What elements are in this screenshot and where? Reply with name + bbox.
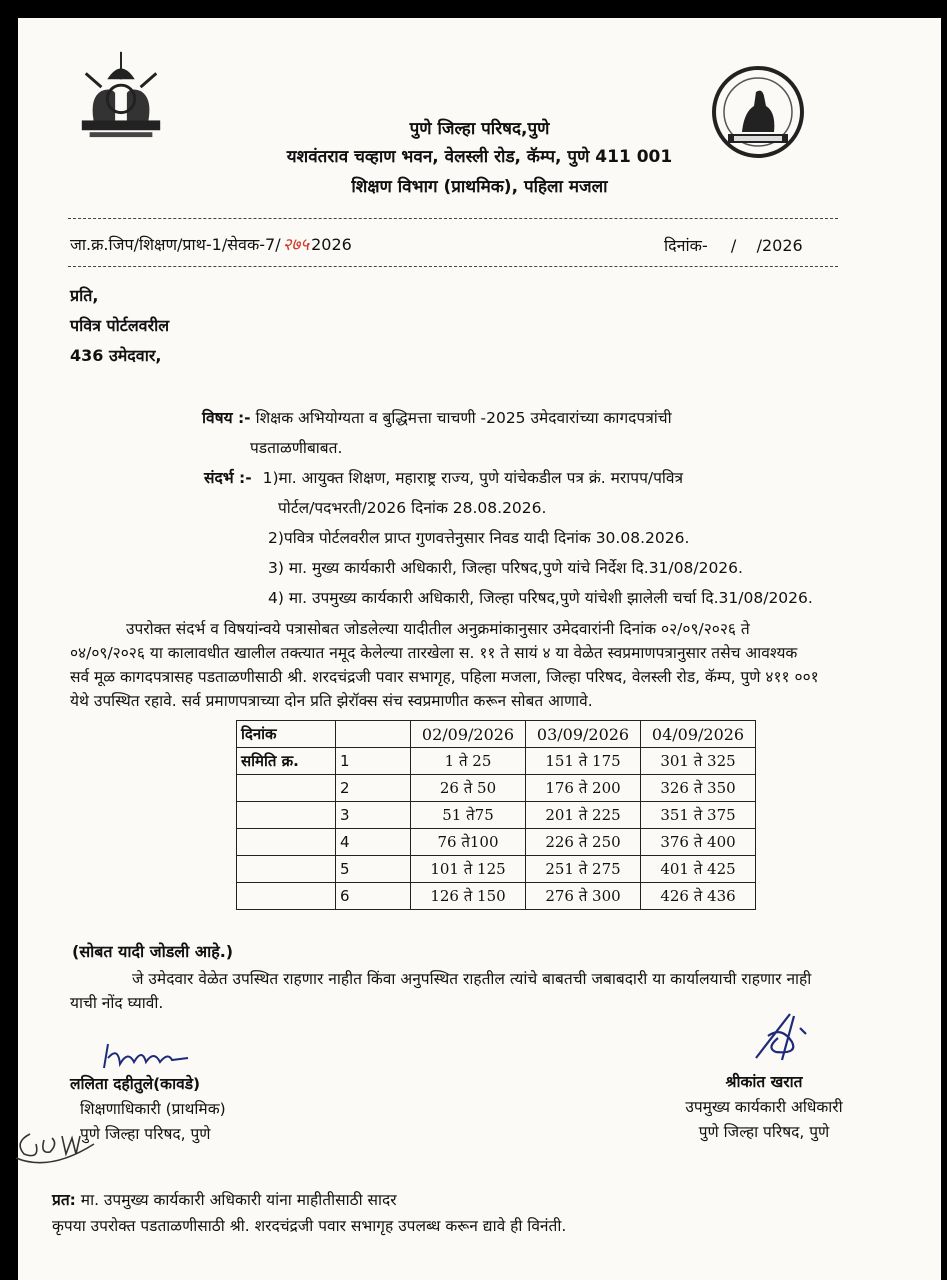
copy-label: प्रत: [52, 1191, 76, 1209]
reference-item: 2)पवित्र पोर्टलवरील प्राप्त गुणवत्तेनुसार निवड यादी दिनांक 30.08.2026. [268, 529, 690, 547]
range-cell: 401 ते 425 [641, 856, 756, 883]
date-header: दिनांक [237, 721, 336, 748]
range-cell: 276 ते 300 [526, 883, 641, 910]
right-signatory [664, 1070, 864, 1145]
range-cell: 201 ते 225 [526, 802, 641, 829]
table-row [237, 802, 756, 829]
letter-date [664, 234, 803, 256]
subject-block [202, 406, 672, 428]
body-line-1: उपरोक्त संदर्भ व विषयांन्वये पत्रासोबत जोडलेल्या यादीतील अनुक्रमांकानुसार उमेदवारांनी दिनांक ०२/०९/२०२६ ते [126, 620, 750, 638]
schedule-table [236, 720, 756, 910]
left-signatory-name: ललिता दहीतुले(कावडे) [70, 1075, 201, 1093]
table-row [237, 856, 756, 883]
office-address: यशवंतराव चव्हाण भवन, वेलस्ली रोड, कॅम्प, पुणे 411 001 [286, 147, 673, 167]
range-cell: 101 ते 125 [411, 856, 526, 883]
margin-initial-scribble [10, 1114, 100, 1174]
right-signatory-designation: उपमुख्य कार्यकारी अधिकारी [685, 1098, 843, 1116]
table-row [237, 829, 756, 856]
right-signatory-office: पुणे जिल्हा परिषद, पुणे [698, 1123, 830, 1141]
date-column-2: 03/09/2026 [526, 721, 641, 748]
copy-text-1: मा. उपमुख्य कार्यकारी अधिकारी यांना माहीतीसाठी सादर [80, 1191, 397, 1209]
committee-number: 4 [336, 829, 411, 856]
range-cell: 26 ते 50 [411, 775, 526, 802]
empty-cell [237, 829, 336, 856]
date-label: दिनांक- [664, 236, 708, 255]
reference-number [70, 232, 352, 255]
left-signature-scribble [98, 1040, 198, 1074]
empty-cell [237, 775, 336, 802]
subject-text-2: पडताळणीबाबत. [250, 439, 343, 457]
committee-header: समिति क्र. [237, 748, 336, 775]
range-cell: 351 ते 375 [641, 802, 756, 829]
empty-cell [237, 802, 336, 829]
empty-cell [237, 883, 336, 910]
committee-number: 6 [336, 883, 411, 910]
copy-line-1 [52, 1188, 397, 1210]
responsibility-line-2: याची नोंद घ्यावी. [70, 994, 164, 1012]
references-label: संदर्भ :- [204, 469, 252, 487]
addressee-to: प्रति, [70, 286, 99, 305]
handwritten-number: २७५ [282, 235, 310, 255]
department-name: शिक्षण विभाग (प्राथमिक), पहिला मजला [351, 177, 608, 197]
bottom-divider [68, 266, 838, 267]
reference-prefix: जा.क्र.जिप/शिक्षण/प्राथ-1/सेवक-7/ [70, 235, 281, 254]
committee-number: 2 [336, 775, 411, 802]
letter-page [18, 18, 941, 1280]
copy-line-2: कृपया उपरोक्त पडताळणीसाठी श्री. शरदचंद्रजी पवार सभागृह उपलब्ध करून द्यावे ही विनंती. [52, 1217, 567, 1235]
addressee-line2: 436 उमेदवार, [70, 346, 162, 365]
reference-item: पोर्टल/पदभरती/2026 दिनांक 28.08.2026. [278, 499, 547, 517]
left-signatory-designation: शिक्षणाधिकारी (प्राथमिक) [80, 1100, 226, 1118]
reference-item: 4) मा. उपमुख्य कार्यकारी अधिकारी, जिल्हा परिषद,पुणे यांचेशी झालेली चर्चा दि.31/08/2026. [268, 589, 813, 607]
range-cell: 326 ते 350 [641, 775, 756, 802]
right-signature-scribble [748, 1008, 818, 1068]
table-row [237, 883, 756, 910]
body-line-3: सर्व मूळ कागदपत्रासह पडताळणीसाठी श्री. शरदचंद्रजी पवार सभागृह, पहिला मजला, जिल्हा परिषद, वेलस्ली रोड, कॅम्प, पुणे ४११ ००१ [70, 668, 819, 686]
empty-header-cell [336, 721, 411, 748]
range-cell: 301 ते 325 [641, 748, 756, 775]
range-cell: 76 ते100 [411, 829, 526, 856]
reference-item: 1)मा. आयुक्त शिक्षण, महाराष्ट्र राज्य, पुणे यांचेकडील पत्र क्रं. मरापप/पवित्र [262, 469, 684, 487]
reference-item: 3) मा. मुख्य कार्यकारी अधिकारी, जिल्हा परिषद,पुणे यांचे निर्देश दि.31/08/2026. [268, 559, 743, 577]
body-line-2: ०४/०९/२०२६ या कालावधीत खालील तक्त्यात नमूद केलेल्या तारखेला स. ११ ते सायं ४ या वेळेत स्वप्रमाणपत्रानुसार तसेच आवश्यक [70, 644, 798, 662]
reference-suffix: 2026 [311, 235, 352, 254]
range-cell: 51 ते75 [411, 802, 526, 829]
office-name: पुणे जिल्हा परिषद,पुणे [409, 119, 550, 139]
range-cell: 251 ते 275 [526, 856, 641, 883]
body-line-4: येथे उपस्थित रहावे. सर्व प्रमाणपत्राच्या दोन प्रति झेरॉक्स संच स्वप्रमाणीत करून सोबत आणावे. [70, 692, 593, 710]
range-cell: 126 ते 150 [411, 883, 526, 910]
left-signatory-office: पुणे जिल्हा परिषद, पुणे [80, 1125, 211, 1143]
table-row [237, 748, 756, 775]
table-header-row [237, 721, 756, 748]
committee-number: 3 [336, 802, 411, 829]
top-divider [68, 218, 838, 219]
subject-text-1: शिक्षक अभियोग्यता व बुद्धिमत्ता चाचणी -2025 उमेदवारांच्या कागदपत्रांची [255, 409, 672, 427]
range-cell: 426 ते 436 [641, 883, 756, 910]
date-column-1: 02/09/2026 [411, 721, 526, 748]
committee-number: 1 [336, 748, 411, 775]
range-cell: 226 ते 250 [526, 829, 641, 856]
empty-cell [237, 856, 336, 883]
range-cell: 1 ते 25 [411, 748, 526, 775]
references-block [204, 466, 683, 488]
enclosure-note: (सोबत यादी जोडली आहे.) [72, 942, 234, 961]
range-cell: 176 ते 200 [526, 775, 641, 802]
committee-number: 5 [336, 856, 411, 883]
table-row [237, 775, 756, 802]
addressee-line1: पवित्र पोर्टलवरील [70, 316, 170, 335]
date-column-3: 04/09/2026 [641, 721, 756, 748]
date-value: / /2026 [730, 236, 803, 255]
subject-label: विषय :- [202, 409, 251, 427]
range-cell: 376 ते 400 [641, 829, 756, 856]
range-cell: 151 ते 175 [526, 748, 641, 775]
responsibility-line-1: जे उमेदवार वेळेत उपस्थित राहणार नाहीत किंवा अनुपस्थित राहतील त्यांचे बाबतची जबाबदारी या कार्यालयाची राहणार नाही [132, 970, 812, 988]
right-signatory-name: श्रीकांत खरात [725, 1073, 803, 1091]
